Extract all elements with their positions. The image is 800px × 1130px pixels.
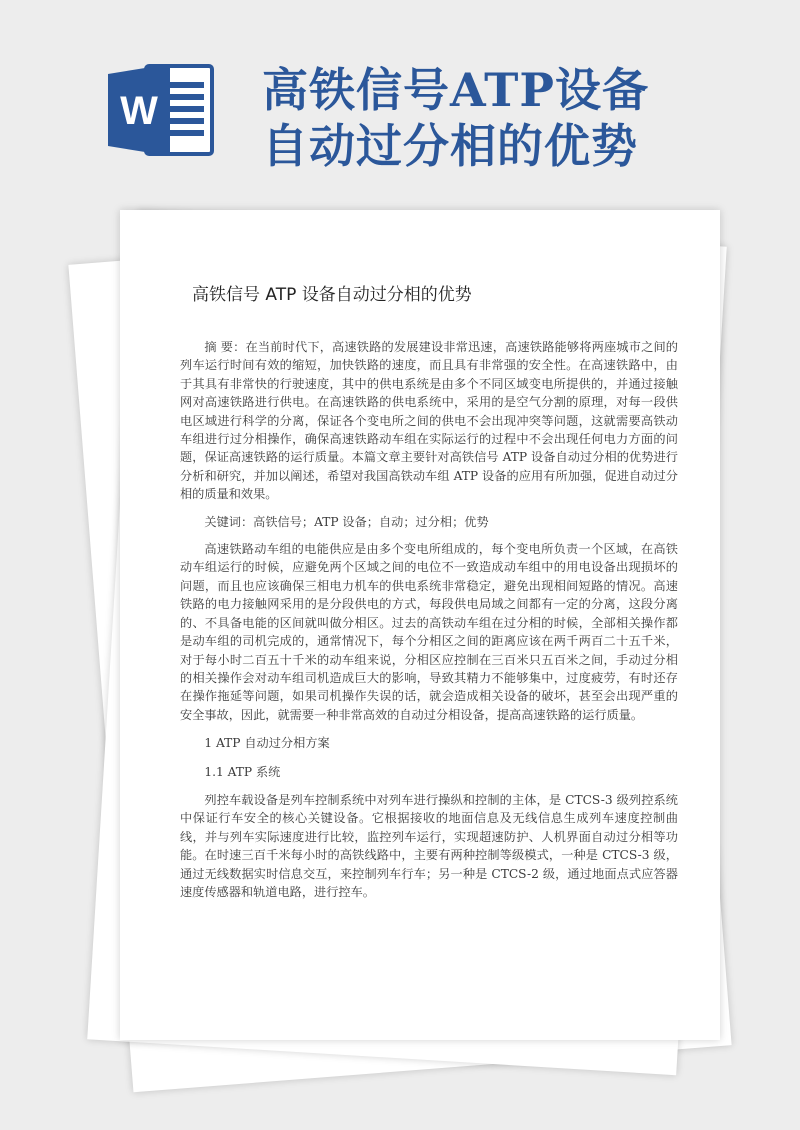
header-title: 高铁信号ATP设备自动过分相的优势	[262, 63, 649, 173]
subsection-heading: 1.1 ATP 系统	[204, 764, 281, 779]
word-document-icon	[108, 60, 216, 160]
intro-paragraph: 高速铁路动车组的电能供应是由多个变电所组成的，每个变电所负责一个区域，在高铁动车组运行的时候，应避免两个区域之间的电位不一致造成动车组中的用电设备出现损坏的问题，而且也应该确保三相电力机车的供电系统非常稳定，避免出现相间短路的情况。高速铁路的电力接触网采用的是分段供电的方式，每段供电局域之间都有一定的分离，这段分离的、不具备电能的区间就叫做分相区。过去的高铁动车组在过分相的时候，全部相关操作都是动车组的司机完成的，通常情况下，每个分相区之间的距离应该在两千两百二十五千米，对于每小时二百五十千米的动车组来说，分相区应控制在三百米只五百米之间，手动过分相的相关操作会对动车组司机造成巨大的影响，导致其精力不能够集中，过度疲劳，有时还存在操作拖延等问题，如果司机操作失误的话，就会造成相关设备的破坏，甚至会出现严重的安全事故，因此，就需要一种非常高效的自动过分相设备，提高高速铁路的运行质量。	[180, 542, 678, 722]
word-icon-letter: W	[120, 89, 158, 133]
document-title: 高铁信号 ATP 设备自动过分相的优势	[192, 285, 472, 305]
section-heading: 1 ATP 自动过分相方案	[204, 736, 330, 751]
keywords-paragraph: 关键词：高铁信号；ATP 设备；自动；过分相；优势	[204, 514, 489, 529]
document-page	[120, 210, 720, 1040]
abstract-paragraph: 摘 要：在当前时代下，高速铁路的发展建设非常迅速，高速铁路能够将两座城市之间的列车运行时间有效的缩短，加快铁路的速度，而且具有非常强的安全性。在高速铁路中，由于其具有非常快的行驶速度，其中的供电系统是由多个不同区域变电所提供的，并通过接触网对高速铁路进行供电。在高速铁路的供电系统中，采用的是空气分割的原理，对每一段供电区域进行科学的分离，保证各个变电所之间的供电不会出现冲突等问题，这就需要高铁动车组进行过分相操作，确保高速铁路动车组在实际运行的过程中不会出现任何电力方面的问题，保证高速铁路的运行质量。本篇文章主要针对高铁信号 ATP 设备自动过分相的优势进行分析和研究，并加以阐述，希望对我国高铁动车组 ATP 设备的应用有所加强，促进自动过分相的质量和效果。	[180, 340, 678, 502]
section-paragraph: 列控车载设备是列车控制系统中对列车进行操纵和控制的主体，是 CTCS-3 级列控系统中保证行车安全的核心关键设备。它根据接收的地面信息及无线信息生成列车速度控制曲线，并与列车实际速度进行比较，监控列车运行，实现超速防护、人机界面自动过分相等功能。在时速三百千米每小时的高铁线路中，主要有两种控制等级模式，一种是 CTCS-3 级，通过无线数据实时信息交互，来控制列车行车；另一种是 CTCS-2 级，通过地面点式应答器速度传感器和轨道电路，进行控车。	[180, 792, 678, 899]
